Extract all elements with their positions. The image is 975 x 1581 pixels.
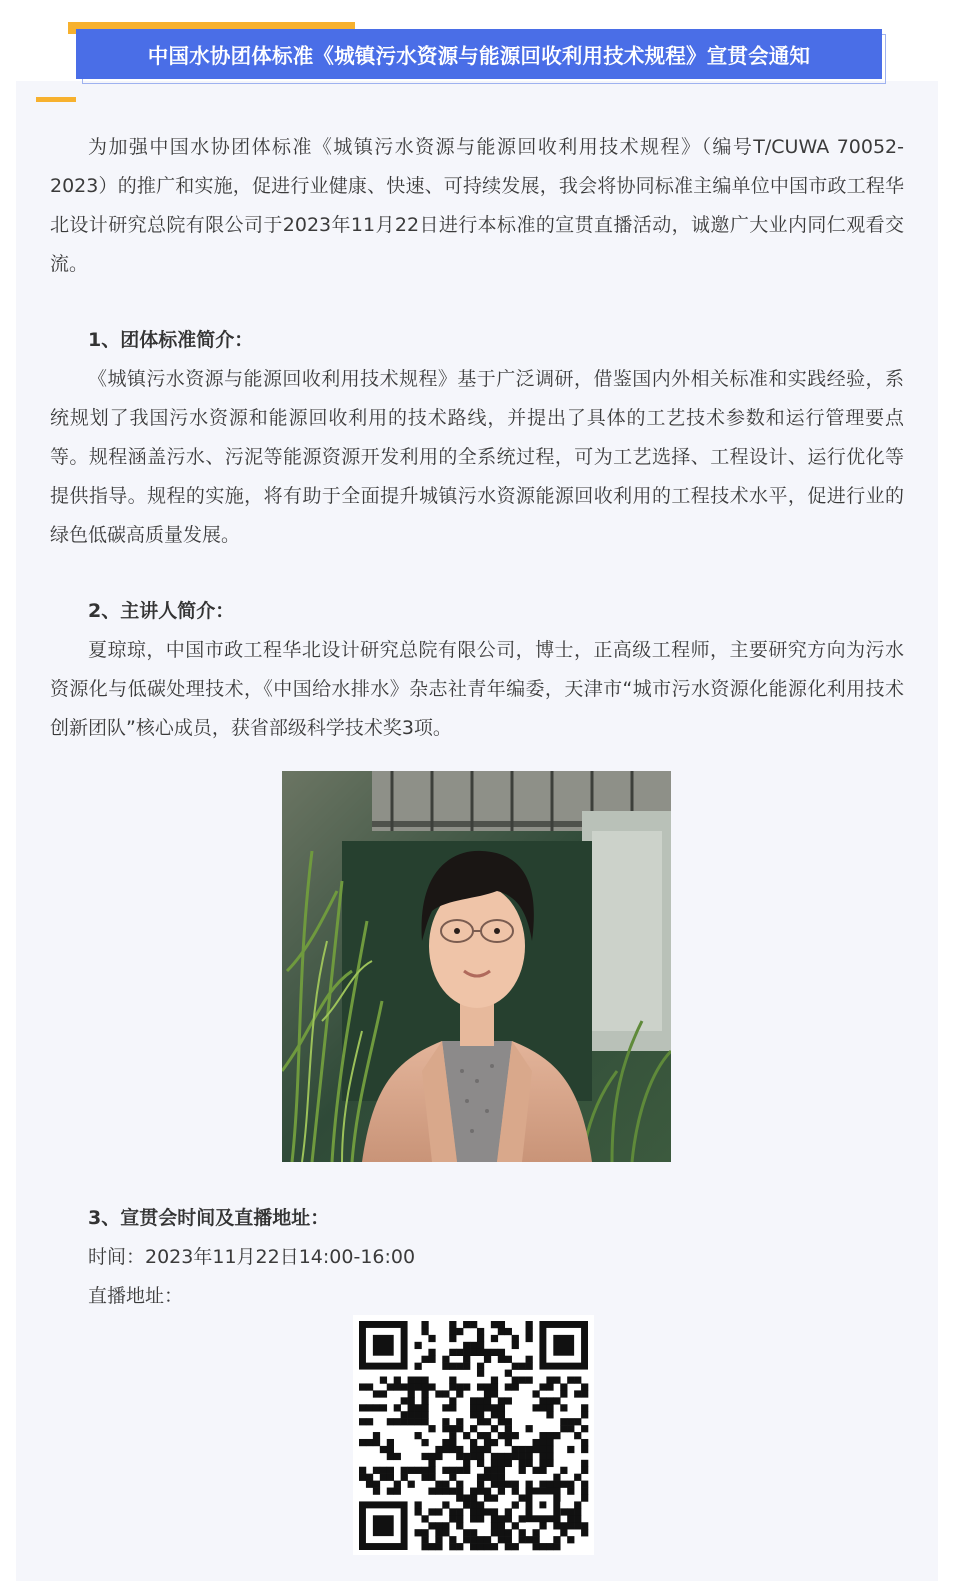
speaker-photo: [282, 771, 671, 1162]
section-1-heading: 1、团体标准简介：: [88, 329, 254, 351]
intro-paragraph: 为加强中国水协团体标准《城镇污水资源与能源回收利用技术规程》（编号T/CUWA 70052-2023）的推广和实施，促进行业健康、快速、可持续发展，我会将协同标准主编单位中国市政工程华北设计研究总院有限公司于2023年11月22日进行本标准的宣贯直播活动，诚邀广大业内同仁观看交流。: [50, 136, 904, 275]
qr-code-graphic: [353, 1315, 594, 1555]
live-address-label: 直播地址：: [88, 1285, 184, 1307]
qr-code[interactable]: [353, 1315, 594, 1555]
section-3: [50, 1199, 904, 1316]
section-2-paragraph: 夏琼琼，中国市政工程华北设计研究总院有限公司，博士，正高级工程师，主要研究方向为污水资源化与低碳处理技术，《中国给水排水》杂志社青年编委，天津市“城市污水资源化能源化利用技术创新团队”核心成员，获省部级科学技术奖3项。: [50, 639, 904, 739]
spacer: [50, 555, 904, 592]
section-3-heading: 3、宣贯会时间及直播地址：: [88, 1207, 330, 1229]
spacer: [50, 284, 904, 321]
event-time: 时间：2023年11月22日14:00-16:00: [88, 1246, 416, 1268]
title-accent-bar-bottom: [36, 97, 76, 102]
section-2-heading: 2、主讲人简介：: [88, 600, 235, 622]
article-body: [50, 128, 904, 748]
title-banner: [76, 29, 882, 79]
section-1-paragraph: 《城镇污水资源与能源回收利用技术规程》基于广泛调研，借鉴国内外相关标准和实践经验，系统规划了我国污水资源和能源回收利用的技术路线，并提出了具体的工艺技术参数和运行管理要点等。规程涵盖污水、污泥等能源资源开发利用的全系统过程，可为工艺选择、工程设计、运行优化等提供指导。规程的实施，将有助于全面提升城镇污水资源能源回收利用的工程技术水平，促进行业的绿色低碳高质量发展。: [50, 368, 904, 546]
page-title: 中国水协团体标准《城镇污水资源与能源回收利用技术规程》宣贯会通知: [147, 44, 811, 68]
